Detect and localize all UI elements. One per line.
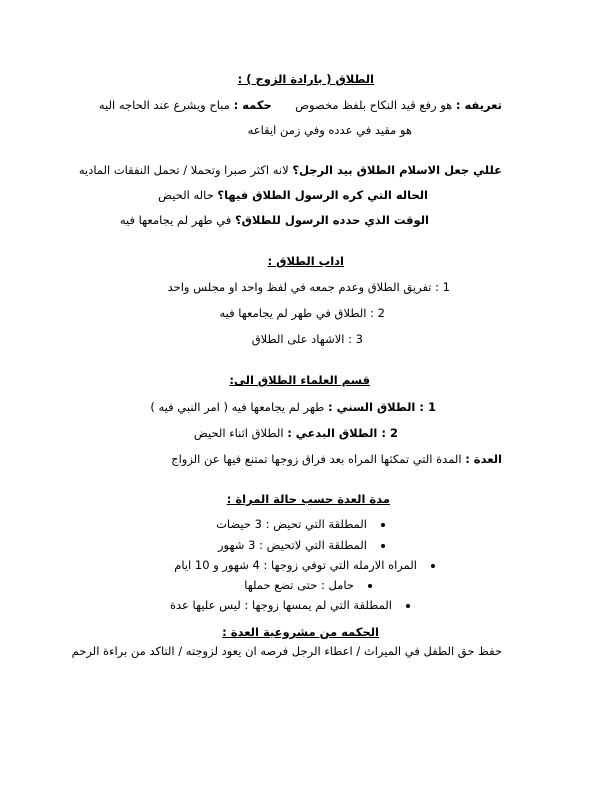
list-item: حامل : حتى تضع حملها	[244, 577, 372, 593]
etiquette-item-2: 2 : الطلاق في طهر لم يجامعها فيه	[219, 306, 385, 320]
type-sunni-text: طهر لم يجامعها فيه ( امر النبي فيه )	[150, 400, 325, 414]
heading-divorce-etiquette: اداب الطلاق :	[267, 254, 344, 268]
list-item: المطلقة التي لم يمسها زوجها : ليس عليها عدة	[170, 597, 410, 613]
bullet-icon	[431, 564, 435, 568]
question-2	[158, 187, 428, 203]
heading-divorce-husband: الطلاق ( بارادة الزوج ) :	[237, 72, 374, 86]
etiquette-item-1: 1 : تفريق الطلاق وعدم جمعه في لفظ واحد او مجلس واحد	[167, 280, 450, 294]
question-2-label: الحاله التي كره الرسول الطلاق فيها؟	[217, 188, 428, 202]
question-1-label: عللي جعل الاسلام الطلاق بيد الرجل؟	[292, 163, 502, 177]
idda-label: العدة :	[465, 452, 502, 466]
question-3-label: الوقت الذي حدده الرسول للطلاق؟	[234, 213, 429, 227]
type-sunni-label: 1 : الطلاق السني :	[328, 400, 436, 414]
bullet-icon	[381, 523, 385, 527]
type-bidi-label: 2 : الطلاق البدعي :	[287, 426, 398, 440]
definition-line-2: هو مقيد في عدده وفي زمن ايقاعه	[247, 123, 412, 137]
question-1	[79, 162, 502, 178]
list-item: المطلقة التي لاتحيض : 3 شهور	[218, 537, 385, 553]
list-item: المراه الارمله التي توفي زوجها : 4 شهور و 10 ايام	[174, 557, 435, 573]
type-bidi-text: الطلاق اثناء الحيض	[193, 426, 284, 440]
idda-text: المدة التي تمكثها المراه بعد فراق زوجها تمتنع فيها عن الزواج	[171, 452, 462, 466]
list-item: المطلقة التي تحيض : 3 حيضات	[216, 516, 385, 532]
heading-idda-wisdom: الحكمه من مشروعية العدة :	[222, 625, 379, 639]
type-bidi	[194, 425, 398, 441]
idda-wisdom-text: حفظ حق الطفل في الميراث / اعطاء الرجل فرصه ان يعود لزوجته / التاكد من براءة الرحم	[71, 644, 502, 658]
definition-label: تعريفه :	[455, 98, 502, 112]
heading-divorce-types: قسم العلماء الطلاق الى:	[229, 373, 370, 387]
question-3	[120, 212, 429, 228]
bullet-icon	[381, 544, 385, 548]
type-sunni	[150, 399, 436, 415]
definition-text: هو رفع قيد النكاح بلفظ مخصوص	[295, 98, 453, 112]
bullet-icon	[368, 584, 372, 588]
idda-definition	[171, 451, 502, 467]
ruling-text: مباح ويشرع عند الحاجه اليه	[98, 98, 230, 112]
question-3-answer: في طهر لم يجامعها فيه	[119, 213, 232, 227]
ruling-label: حكمه :	[233, 98, 272, 112]
question-2-answer: حاله الحيض	[158, 188, 214, 202]
question-1-answer: لانه اكثر صبرا وتحملا / تحمل النفقات الماديه	[78, 163, 289, 177]
heading-idda-duration: مدة العدة حسب حالة المراة :	[226, 492, 390, 506]
definition-line	[99, 97, 502, 113]
bullet-icon	[406, 604, 410, 608]
etiquette-item-3: 3 : الاشهاد على الطلاق	[251, 332, 363, 346]
